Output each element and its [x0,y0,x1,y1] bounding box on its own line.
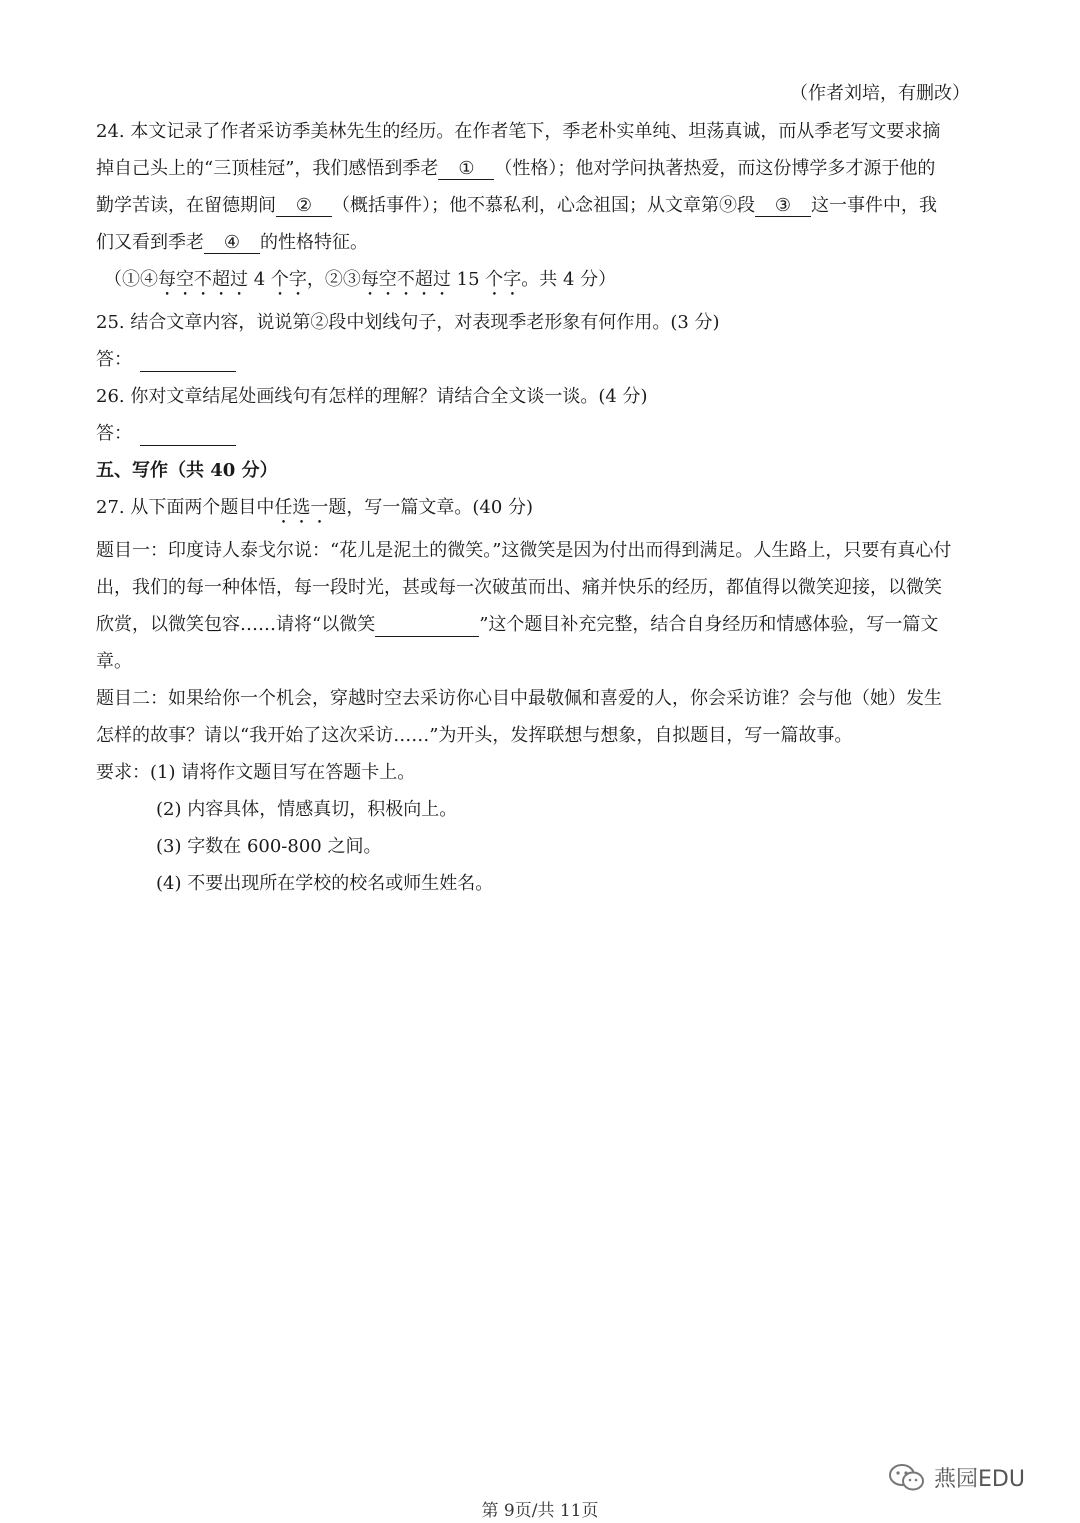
q24-text: 掉自己头上的“三顶桂冠”，我们感悟到季老 [96,158,439,179]
answer-label: 答： [96,349,132,370]
q24-text: 这一事件中，我 [811,195,937,216]
q24-line-1: 24. 本文记录了作者采访季美林先生的经历。在作者笔下，季老朴实单纯、坦荡真诚，而从季老写文要求摘 [96,121,941,142]
requirement-1: 要求：(1) 请将作文题目写在答题卡上。 [96,762,416,783]
q24-text: 勤学苦读，在留德期间 [96,195,276,216]
q24-text: 的性格特征。 [260,232,368,253]
answer-label: 答： [96,423,132,444]
blank-4: ④ [204,233,260,254]
attribution: （作者刘培，有删改） [790,83,970,104]
answer-blank [140,353,236,372]
blank-3: ③ [755,196,811,217]
topic2-line-1: 题目二：如果给你一个机会，穿越时空去采访你心目中最敬佩和喜爱的人，你会采访谁？会与他（她）发生 [96,688,942,709]
title-blank [375,616,479,637]
note-text: 。共 4 分） [521,269,617,290]
q27-emphasis: 任选一 [274,497,329,518]
q24-line-2 [96,157,986,181]
requirement-3: (3) 字数在 600-800 之间。 [156,836,382,857]
requirement-4: (4) 不要出现所在学校的校名或师生姓名。 [156,873,494,894]
q24-text: 们又看到季老 [96,232,204,253]
topic1-line-1: 题目一：印度诗人泰戈尔说：“花儿是泥土的微笑。”这微笑是因为付出而得到满足。人生路上，只要有真心付 [96,540,952,561]
note-emphasis: 每空不超过 [158,269,248,290]
note-emphasis: 个字 [270,269,307,290]
note-text: 4 [248,269,271,290]
wechat-icon [888,1463,926,1493]
watermark [888,1462,1025,1493]
q24-text: （性格）；他对学问执著热爱，而这份博学多才源于他的 [494,158,936,179]
watermark-text: 燕园EDU [934,1467,1025,1492]
page-footer: 第 9页/共 11页 [481,1501,599,1521]
q24-line-4 [96,231,986,255]
topic1-line-4: 章。 [96,651,132,672]
answer-blank [140,427,236,446]
q27-text: 27. 从下面两个题目中 [96,497,275,518]
q26-answer-line [96,422,986,446]
blank-2: ② [276,196,332,217]
q24-note [104,268,994,300]
topic1-line-2: 出，我们的每一种体悟，每一段时光，甚或每一次破茧而出、痛并快乐的经历，都值得以微笑迎接，以微笑 [96,577,942,598]
topic1-text: ”这个题目补充完整，结合自身经历和情感体验，写一篇文 [479,614,939,635]
q27-text: 题，写一篇文章。(40 分) [328,497,534,518]
q24-text: （概括事件）；他不慕私利，心念祖国；从文章第⑨段 [332,195,755,216]
note-text: （①④ [104,269,158,290]
q27-question [96,496,986,528]
q25-question: 25. 结合文章内容，说说第②段中划线句子，对表现季老形象有何作用。(3 分) [96,312,720,333]
q25-answer-line [96,348,986,372]
note-emphasis: 每空不超过 [360,269,451,290]
note-emphasis: 个字 [485,269,522,290]
topic1-text: 欣赏，以微笑包容……请将“以微笑 [96,614,376,635]
blank-1: ① [438,159,494,180]
note-text: 15 [450,269,486,290]
section-heading: 五、写作（共 40 分） [96,460,278,481]
note-text: ，②③ [306,269,361,290]
q26-question: 26. 你对文章结尾处画线句有怎样的理解？请结合全文谈一谈。(4 分) [96,386,648,407]
topic2-line-2: 怎样的故事？请以“我开始了这次采访……”为开头，发挥联想与想象，自拟题目，写一篇故事。 [96,725,853,746]
requirement-2: (2) 内容具体，情感真切，积极向上。 [156,799,458,820]
topic1-line-3 [96,613,986,637]
q24-line-3 [96,194,986,218]
